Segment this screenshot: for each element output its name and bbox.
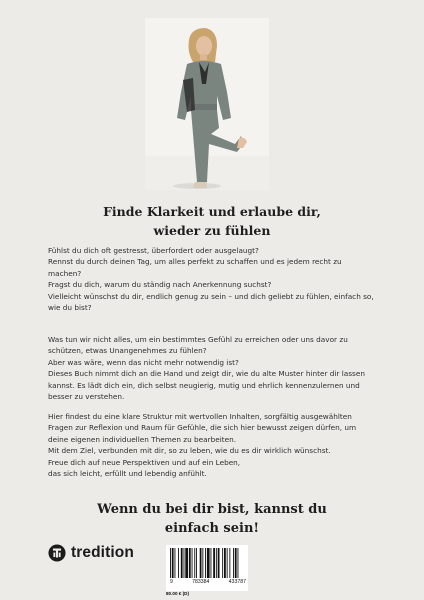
- paragraph-line: kannst. Es lädt dich ein, dich selbst neugierig, mutig und ehrlich kennenzulernen und: [48, 380, 360, 390]
- paragraph-line: Rennst du durch deinen Tag, um alles perfekt zu schaffen und es jedem recht zu: [48, 257, 342, 267]
- barcode-number: [170, 579, 246, 585]
- paragraph-line: Aber was wäre, wenn das nicht mehr notwendig ist?: [48, 357, 239, 367]
- barcode-bar: [194, 548, 195, 578]
- paragraph-line: deine eigenen individuellen Themen zu bearbeiten.: [48, 434, 237, 444]
- paragraph-2: [48, 334, 378, 403]
- paragraph-line: besser zu verstehen.: [48, 392, 125, 402]
- author-photo-illustration: [145, 18, 269, 190]
- barcode-bar: [227, 548, 228, 578]
- barcode-bar: [170, 548, 171, 578]
- paragraph-line: Fühlst du dich oft gestresst, überfordert oder ausgelaugt?: [48, 246, 259, 255]
- barcode-bar: [175, 548, 176, 578]
- paragraph-line: Was tun wir nicht alles, um ein bestimmtes Gefühl zu erreichen oder uns davor zu: [48, 335, 348, 344]
- barcode-bar: [172, 548, 174, 578]
- barcode-bar: [189, 548, 191, 578]
- barcode-group-2: 433787: [228, 579, 246, 585]
- paragraph-1: [48, 245, 378, 314]
- barcode-bar: [200, 548, 202, 578]
- barcode-bar: [224, 548, 226, 578]
- barcode-bar: [181, 548, 183, 578]
- barcode-bar: [235, 548, 237, 578]
- publisher-logo: [48, 543, 134, 563]
- barcode-bar: [211, 548, 212, 578]
- barcode-lead-digit: 9: [170, 579, 173, 585]
- publisher-name: tredition: [71, 544, 134, 561]
- tredition-logo-icon: [48, 544, 66, 562]
- headline-top-line1: Finde Klarkeit und erlaube dir,: [103, 204, 321, 219]
- headline-bottom-line2: einfach sein!: [164, 521, 260, 536]
- headline-bottom-line1: Wenn du bei dir bist, kannst du: [97, 502, 327, 517]
- headline-bottom: [0, 500, 424, 538]
- headline-top: [0, 202, 424, 240]
- paragraph-line: schützen, etwas Unangenehmes zu fühlen?: [48, 346, 207, 356]
- barcode-bar: [229, 548, 230, 578]
- barcode-bar: [218, 548, 220, 578]
- barcode-bar: [184, 548, 185, 578]
- barcode-bar: [216, 548, 217, 578]
- paragraph-line: das sich leicht, erfüllt und lebendig anfühlt.: [48, 469, 207, 479]
- paragraph-3: [48, 411, 378, 480]
- barcode-bar: [178, 548, 179, 578]
- barcode-bar: [202, 548, 203, 578]
- paragraph-line: machen?: [48, 268, 82, 278]
- barcode-bar: [192, 548, 193, 578]
- barcode-bars: [170, 548, 244, 578]
- barcode-bar: [213, 548, 215, 578]
- paragraph-line: Vielleicht wünschst du dir, endlich genug zu sein – und dich geliebt zu fühlen, einfach so,: [48, 291, 374, 301]
- paragraph-line: wie du bist?: [48, 303, 92, 313]
- barcode-bar: [185, 548, 188, 578]
- paragraph-line: Dieses Buch nimmt dich an die Hand und zeigt dir, wie du alte Muster hinter dir lassen: [48, 369, 365, 379]
- paragraph-line: Freue dich auf neue Perspektiven und auf ein Leben,: [48, 457, 241, 467]
- barcode-bar: [238, 548, 239, 578]
- barcode-bar: [196, 548, 197, 578]
- price-label: 80.00 € (D): [166, 591, 189, 596]
- author-photo: [145, 18, 269, 190]
- paragraph-line: Fragst du dich, warum du ständig nach Anerkennung suchst?: [48, 280, 272, 290]
- barcode-bar: [233, 548, 234, 578]
- paragraph-line: Hier findest du eine klare Struktur mit wertvollen Inhalten, sorgfältig ausgewählten: [48, 412, 352, 421]
- isbn-barcode: [166, 545, 248, 591]
- barcode-bar: [205, 548, 206, 578]
- headline-top-line2: wieder zu fühlen: [153, 223, 271, 238]
- barcode-group-1: 783384: [192, 579, 210, 585]
- paragraph-line: Fragen zur Reflexion und Raum für Gefühle, die sich hier bewusst zeigen dürfen, um: [48, 423, 357, 433]
- barcode-bar: [207, 548, 210, 578]
- barcode-bar: [222, 548, 223, 578]
- paragraph-line: Mit dem Ziel, verbunden mit dir, so zu leben, wie du es dir wirklich wünschst.: [48, 446, 331, 456]
